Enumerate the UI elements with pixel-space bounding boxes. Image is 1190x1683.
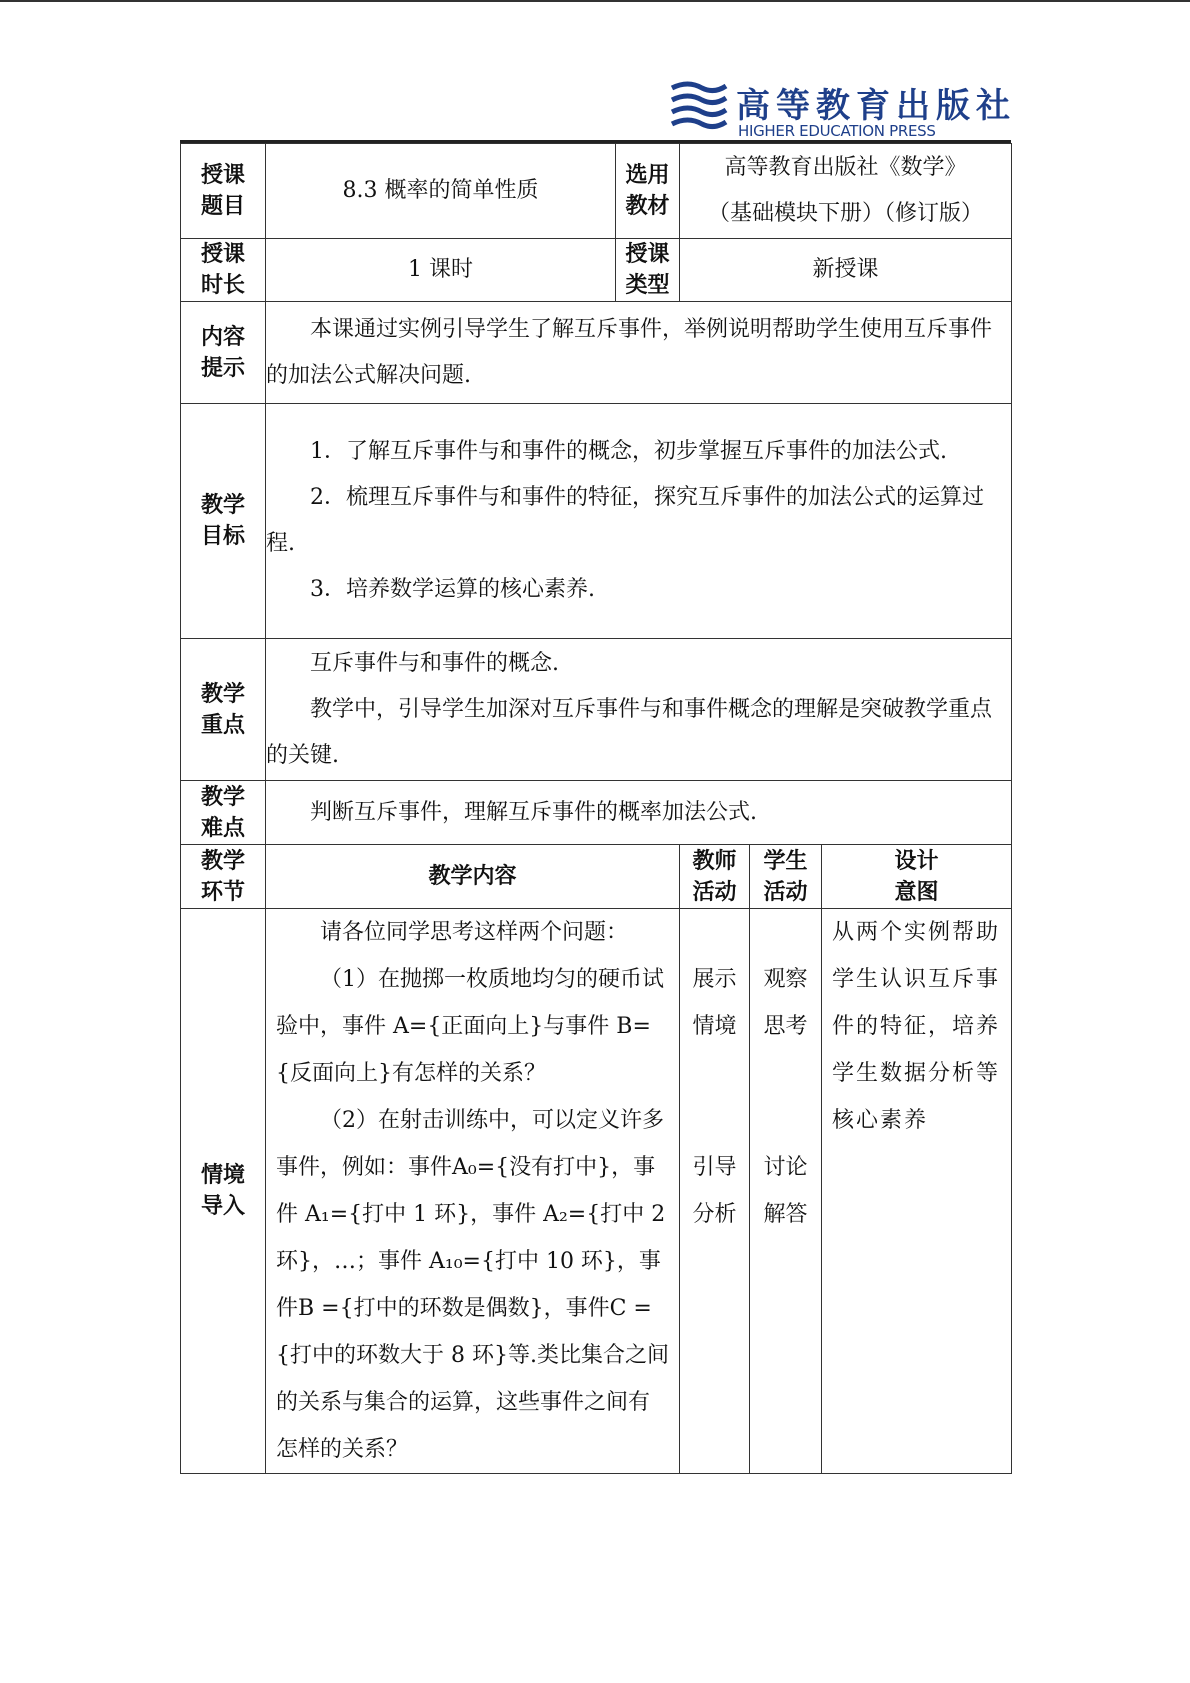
header-teacher: 教师 活动 — [680, 845, 750, 909]
row-topic — [181, 144, 1012, 239]
publisher-name-en: HIGHER EDUCATION PRESS — [738, 122, 936, 140]
row-intro — [181, 909, 1012, 1474]
row-teaching-goals — [181, 404, 1012, 639]
difficulty: 判断互斥事件，理解互斥事件的概率加法公式. — [266, 781, 1012, 845]
goal-item: 2．梳理互斥事件与和事件的特征，探究互斥事件的加法公式的运算过程. — [266, 485, 984, 556]
key-points: 互斥事件与和事件的概念. 教学中，引导学生加深对互斥事件与和事件概念的理解是突破教学重点的关键. — [266, 639, 1012, 781]
publisher-logo — [668, 82, 1016, 140]
label-content-hint: 内容 提示 — [181, 302, 266, 404]
label-difficulty: 教学 难点 — [181, 781, 266, 845]
lesson-type: 新授课 — [680, 239, 1012, 302]
label-key-points: 教学 重点 — [181, 639, 266, 781]
label-teaching-goals: 教学 目标 — [181, 404, 266, 639]
content-hint: 本课通过实例引导学生了解互斥事件，举例说明帮助学生使用互斥事件的加法公式解决问题. — [266, 302, 1012, 404]
intro-content: 请各位同学思考这样两个问题： （1）在抛掷一枚质地均匀的硬币试验中，事件 A={正面向上}与事件 B={反面向上}有怎样的关系？ （2）在射击训练中，可以定义许多事件，例如：事件A₀={没有打中}，事件 A₁={打中 1 环}，事件 A₂={打中 2 环}，…；事件 A₁₀={打中 10 环}，事件B ={打中的环数是偶数}，事件C ={打中的环数大于 8 环}等.类比集合之间的关系与集合的运算，这些事件之间有怎样的关系？ — [266, 909, 680, 1474]
intro-design-intent: 从两个实例帮助学生认识互斥事件的特征，培养学生数据分析等核心素养 — [822, 909, 1012, 1474]
header-content: 教学内容 — [266, 845, 680, 909]
row-content-hint — [181, 302, 1012, 404]
stage-intro: 情境 导入 — [181, 909, 266, 1474]
goal-item: 1．了解互斥事件与和事件的概念，初步掌握互斥事件的加法公式. — [310, 439, 947, 464]
header-student: 学生 活动 — [750, 845, 822, 909]
label-lesson-type: 授课 类型 — [616, 239, 680, 302]
label-duration: 授课 时长 — [181, 239, 266, 302]
header-stage: 教学 环节 — [181, 845, 266, 909]
lesson-duration: 1 课时 — [266, 239, 616, 302]
teaching-goals — [266, 404, 1012, 639]
page-top-border — [0, 0, 1190, 2]
intro-teacher-activity: 展示 情境 引导 分析 — [680, 909, 750, 1474]
intro-student-activity: 观察 思考 讨论 解答 — [750, 909, 822, 1474]
publisher-logo-icon — [668, 80, 730, 136]
row-difficulty — [181, 781, 1012, 845]
lesson-plan-table — [180, 143, 1012, 1474]
lesson-title: 8.3 概率的简单性质 — [266, 144, 616, 239]
row-duration — [181, 239, 1012, 302]
textbook-name: 高等教育出版社《数学》 （基础模块下册）（修订版） — [680, 144, 1012, 239]
row-key-points — [181, 639, 1012, 781]
header-intent: 设计 意图 — [822, 845, 1012, 909]
publisher-name-cn: 高等教育出版社 — [736, 86, 1016, 126]
row-process-header — [181, 845, 1012, 909]
goal-item: 3．培养数学运算的核心素养. — [310, 577, 595, 602]
label-topic: 授课 题目 — [181, 144, 266, 239]
label-textbook: 选用 教材 — [616, 144, 680, 239]
